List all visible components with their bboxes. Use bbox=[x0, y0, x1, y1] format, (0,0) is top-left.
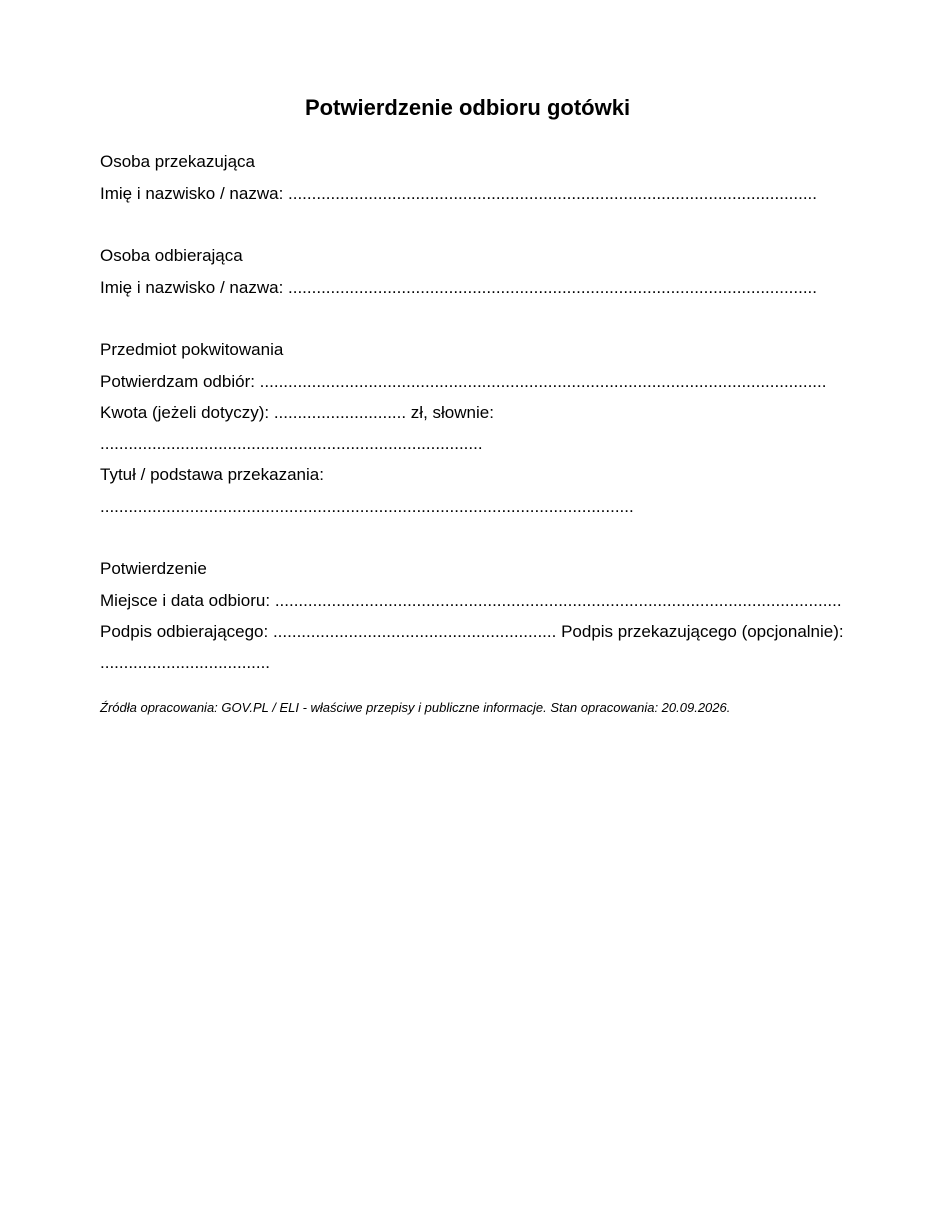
transfer-title-field: ................................................................................................................. bbox=[100, 497, 634, 516]
receiver-name-field: Imię i nazwisko / nazwa: ................................................................................................................ bbox=[100, 278, 818, 297]
subject-heading: Przedmiot pokwitowania bbox=[100, 340, 284, 359]
document-title: Potwierdzenie odbioru gotówki bbox=[304, 95, 631, 120]
giver-heading: Osoba przekazująca bbox=[100, 152, 255, 171]
amount-words-field: ................................................................................. bbox=[100, 434, 483, 453]
giver-name-field: Imię i nazwisko / nazwa: ................................................................................................................ bbox=[100, 184, 818, 203]
amount-field: Kwota (jeżeli dotyczy): ............................ zł, słownie: bbox=[100, 403, 494, 422]
signatures-field: Podpis odbierającego: ............................................................ Podpis przekazującego (opcjonalnie): bbox=[100, 622, 844, 641]
transfer-title-label: Tytuł / podstawa przekazania: bbox=[100, 465, 324, 484]
receiver-heading: Osoba odbierająca bbox=[100, 246, 243, 265]
place-date-field: Miejsce i data odbioru: ........................................................................................................................ bbox=[100, 591, 842, 610]
confirm-receipt-field: Potwierdzam odbiór: ........................................................................................................................ bbox=[100, 372, 827, 391]
sources-note: Źródła opracowania: GOV.PL / ELI - właściwe przepisy i publiczne informacje. Stan opracowania: 20.09.2026. bbox=[100, 700, 731, 715]
signature-continuation-field: .................................... bbox=[100, 653, 271, 672]
confirmation-heading: Potwierdzenie bbox=[100, 559, 207, 578]
